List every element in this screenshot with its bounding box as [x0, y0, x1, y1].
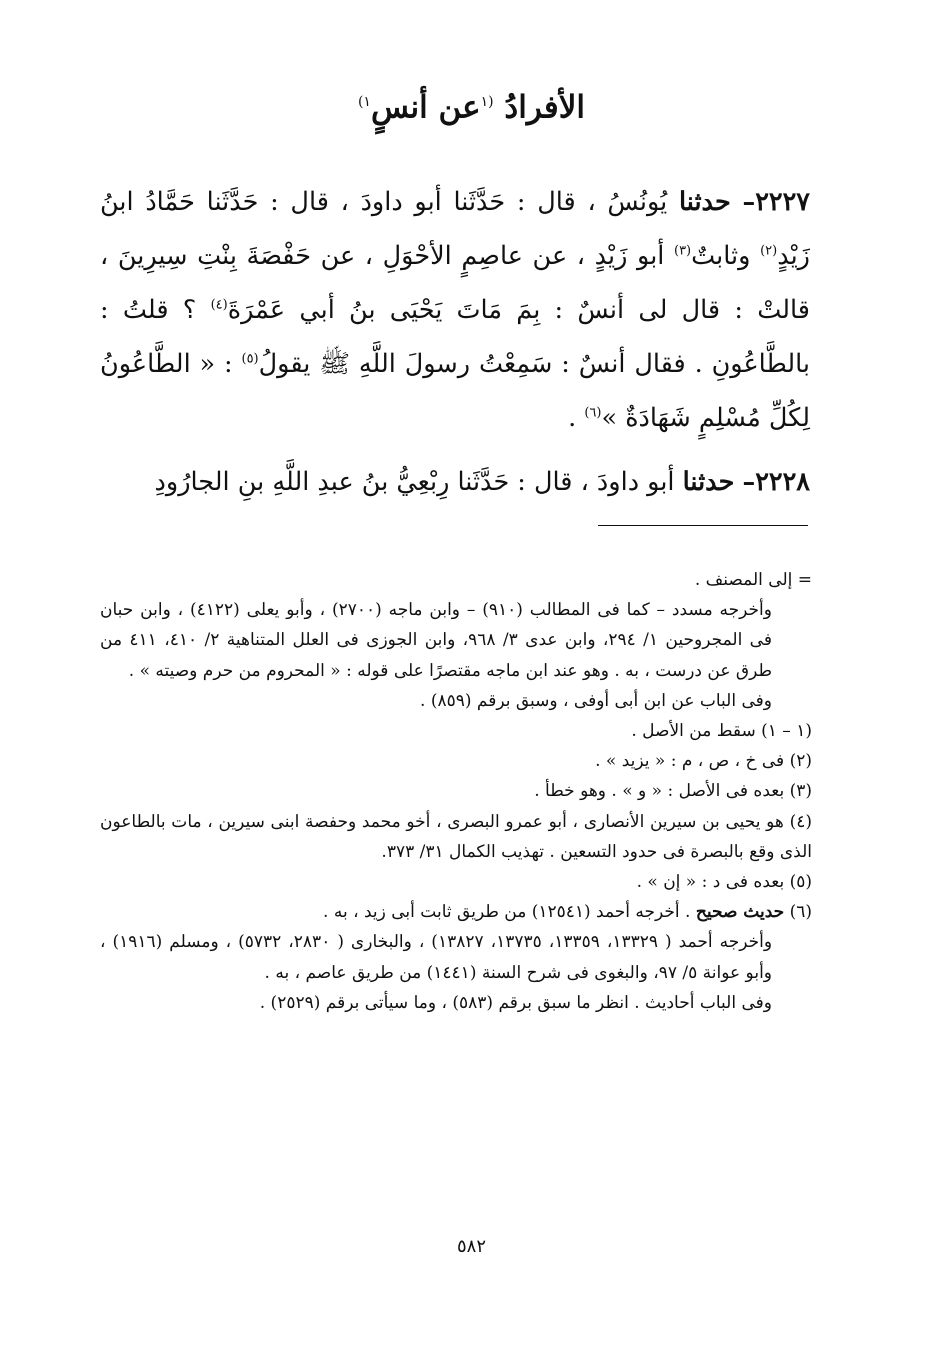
- title-note-mark-close: ١): [357, 94, 371, 110]
- footnote-ref: (٢): [760, 243, 778, 259]
- footnote-ref: (٤): [210, 297, 228, 313]
- title-sub: عن أنسٍ: [370, 89, 481, 126]
- hadith-2227: [100, 175, 810, 445]
- hadith-text: وثابتٌ: [691, 241, 761, 271]
- hadith-text: أبو داودَ ، قال : حَدَّثَنا رِبْعِيُّ بنُ عبدِ اللَّهِ بنِ الجارُودِ: [154, 467, 683, 497]
- main-text: [100, 175, 810, 509]
- hadith-number: ٢٢٢٧–: [742, 187, 810, 217]
- footnote-1: (١ – ١) سقط من الأصل .: [631, 721, 812, 742]
- title-main: الأفرادُ: [504, 89, 586, 126]
- footnote-continuation: = إلى المصنف .: [694, 570, 812, 590]
- footnote-paragraph: وفى الباب أحاديث . انظر ما سبق برقم (٥٨٣) ، وما سيأتى برقم (٢٥٢٩) .: [259, 992, 772, 1013]
- title-note-mark-open: (١: [480, 94, 494, 110]
- footnote-paragraph: وأخرجه مسدد – كما فى المطالب (٩١٠) – وابن ماجه (٢٧٠٠) ، وأبو يعلى (٤١٢٢) ، وابن حبان فى المجروحين ١/ ٢٩٤، وابن عدى ٣/ ٩٦٨، وابن الجوزى فى العلل المتناهية ٢/ ٤١٠، ٤١١ من طرق عن درست ، به . وهو عند ابن ماجه مقتصرًا على قوله : « المحروم من حرم وصيته » .: [100, 600, 772, 681]
- footnote-paragraph: وأخرجه أحمد ( ١٣٣٢٩، ١٣٣٥٩، ١٣٧٣٥، ١٣٨٢٧) ، والبخارى ( ٢٨٣٠، ٥٧٣٢) ، ومسلم (١٩١٦) ، وأبو عوانة ٥/ ٩٧، والبغوى فى شرح السنة (١٤٤١) من طريق عاصم ، به .: [100, 932, 773, 983]
- footnote-2: (٢) فى خ ، ص ، م : « يزيد » .: [595, 751, 812, 772]
- footnote-ref: (٥): [241, 351, 259, 367]
- hadith-text: أبو زَيْدٍ ، عن عاصِمٍ الأحْوَلِ ، عن حَفْصَةَ بِنْتِ سِيرِينَ ، قالتْ : قال لى أنسٌ : بِمَ مَاتَ يَحْيَى بنُ أبي عَمْرَةَ: [100, 241, 810, 325]
- hadith-opening: حدثنا: [682, 467, 735, 497]
- footnote-label: (٦): [789, 902, 812, 923]
- hadith-text: ؟ قلتُ : بالطَّاعُونِ . فقال أنسٌ : سَمِعْتُ رسولَ اللَّهِ ﷺ يقولُ: [100, 295, 811, 379]
- footnote-5: (٥) بعده فى د : « إن » .: [636, 872, 812, 893]
- footnote-4: (٤) هو يحيى بن سيرين الأنصارى ، أبو عمرو البصرى ، أخو محمد وحفصة ابنى سيرين ، مات بالطاعون الذى وقع بالبصرة فى حدود التسعين . تهذيب الكمال ٣١/ ٣٧٣.: [100, 811, 812, 862]
- footnote-ref: (٣): [673, 243, 692, 259]
- page-number: ٥٨٢: [456, 1236, 486, 1257]
- hadith-text: يُونُسُ ، قال : حَدَّثَنا أبو داودَ ، قال : حَدَّثَنا حَمَّادُ ابنُ زَيْدٍ: [100, 187, 810, 271]
- hadith-2228: [100, 455, 810, 509]
- footnote-grade: حديث صحيح: [695, 902, 785, 923]
- hadith-opening: حدثنا: [679, 187, 731, 217]
- footnote-text: . أخرجه أحمد (١٢٥٤١) من طريق ثابت أبى زيد ، به .: [323, 902, 691, 923]
- page-title: [0, 80, 943, 129]
- hadith-text: : « الطَّاعُونُ لِكُلِّ مُسْلِمٍ شَهَادَةٌ »: [100, 349, 810, 433]
- footnote-ref: (٦): [584, 405, 602, 421]
- footnote-6: [100, 897, 812, 927]
- footnote-3: (٣) بعده فى الأصل : « و » . وهو خطأ .: [534, 781, 812, 802]
- footnote-divider: [598, 525, 808, 526]
- footnote-paragraph: وفى الباب عن ابن أبى أوفى ، وسبق برقم (٨٥٩) .: [420, 690, 772, 711]
- hadith-text: .: [568, 403, 585, 433]
- footnotes: [100, 565, 812, 1018]
- hadith-number: ٢٢٢٨–: [742, 467, 810, 497]
